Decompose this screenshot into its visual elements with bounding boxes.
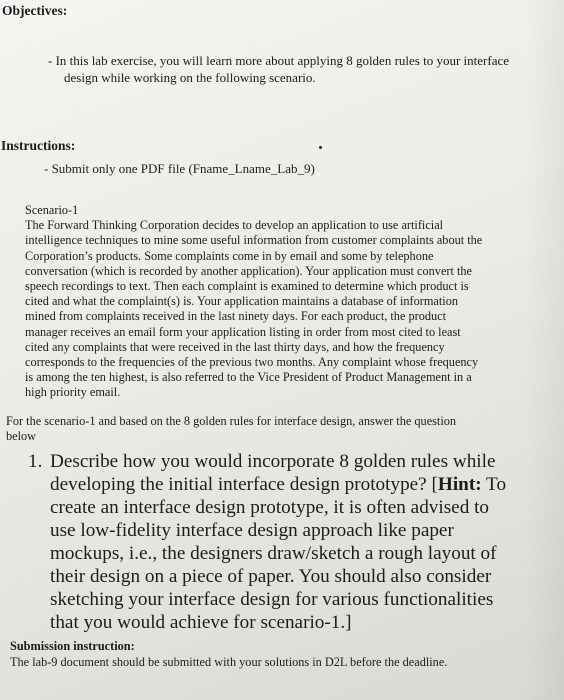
prompt-line2: below: [6, 429, 37, 443]
question-line6: their design on a piece of paper. You should also consider: [50, 566, 492, 587]
scenario-line: high priority email.: [25, 385, 121, 400]
scenario-line: corresponds to the frequencies of the previous two months. Any complaint whose frequency: [25, 355, 479, 370]
scenario-line: cited and what the complaint(s) is. Your application maintains a database of information: [25, 294, 459, 309]
question-line7: sketching your interface design for various functionalities: [50, 589, 494, 610]
hint-label: Hint:: [437, 474, 482, 495]
scenario-line: Corporation’s products. Some complaints come in by email and some by telephone: [25, 248, 434, 263]
scenario-line: speech recordings to text. Then each complaint is examined to determine which product is: [25, 279, 469, 294]
question-line1: Describe how you would incorporate 8 golden rules while: [50, 451, 496, 472]
scenario-line: conversation (which is recorded by another application). Your application must convert the: [25, 263, 473, 278]
scenario-line: mined from complaints received in the last ninety days. For each product, the product: [25, 309, 447, 324]
scenario-line: manager receives an email form your application listing in order from most cited to least: [25, 324, 461, 339]
question-number: 1.: [28, 451, 43, 472]
question-line5: mockups, i.e., the designers draw/sketch a rough layout of: [50, 543, 497, 564]
scenario-block: [25, 203, 555, 401]
scenario-title: Scenario-1: [25, 203, 79, 217]
prompt-line1: For the scenario-1 and based on the 8 golden rules for interface design, answer the question: [6, 414, 457, 428]
instructions-bullet: - Submit only one PDF file (Fname_Lname_Lab_9): [44, 161, 315, 176]
objectives-bullet-line2: design while working on the following scenario.: [64, 70, 316, 85]
submission-text: The lab-9 document should be submitted with your solutions in D2L before the deadline.: [10, 655, 448, 669]
submission-heading: Submission instruction:: [10, 639, 135, 653]
scenario-line: intelligence techniques to mine some useful information from customer complaints about the: [25, 233, 483, 248]
scenario-line: The Forward Thinking Corporation decides to develop an application to use artificial: [25, 218, 444, 233]
question-line8: that you would achieve for scenario-1.]: [50, 612, 352, 633]
scenario-line: cited any complaints that were received in the last thirty days, and how the frequency: [25, 339, 445, 354]
objectives-heading: Objectives:: [2, 3, 68, 18]
instructions-heading: Instructions:: [1, 138, 76, 153]
question-line3: create an interface design prototype, it is often advised to: [50, 497, 490, 518]
objectives-bullet-line1: - In this lab exercise, you will learn more about applying 8 golden rules to your interface: [48, 53, 509, 68]
question-line4: use low-fidelity interface design approach like paper: [50, 520, 454, 541]
stray-mark: [319, 146, 322, 149]
question-line2: developing the initial interface design prototype? [Hint: To: [50, 474, 507, 495]
scenario-line: is among the ten highest, is also referred to the Vice President of Product Management in a: [25, 370, 472, 385]
